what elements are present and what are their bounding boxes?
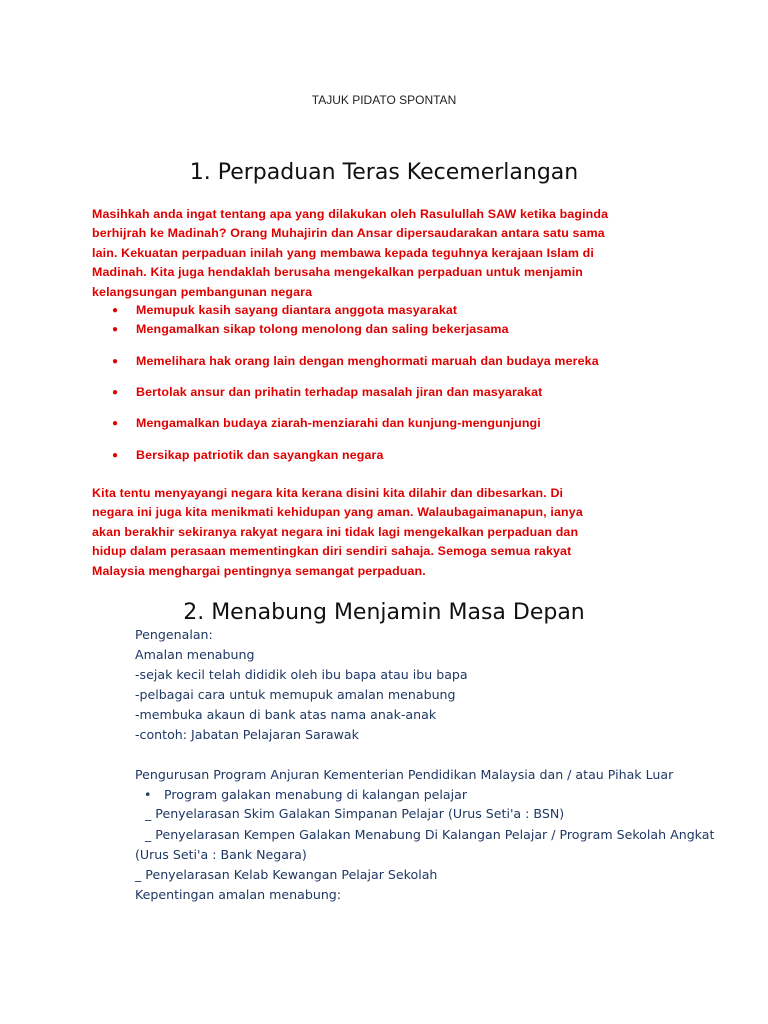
section1-intro-paragraph [92,205,662,302]
bullet-icon: • [144,787,152,802]
bullet-icon: ● [112,324,119,335]
list-item: ● Memupuk kasih sayang diantara anggota masyarakat [112,303,458,317]
paragraph-line: Kita tentu menyayangi negara kita kerana disini kita dilahir dan dibesarkan. Di [92,486,564,500]
importance-label: Kepentingan amalan menabung: [135,887,342,902]
list-item: ● Bersikap patriotik dan sayangkan negara [112,448,384,462]
document-title: TAJUK PIDATO SPONTAN [311,93,457,107]
paragraph-line: berhijrah ke Madinah? Orang Muhajirin dan Ansar dipersaudarakan antara satu sama [92,226,605,241]
intro-item: -membuka akaun di bank atas nama anak-anak [135,707,437,722]
paragraph-line: Masihkah anda ingat tentang apa yang dilakukan oleh Rasulullah SAW ketika baginda [92,207,609,221]
intro-item: -sejak kecil telah dididik oleh ibu bapa atau ibu bapa [135,667,468,682]
paragraph-line: Madinah. Kita juga hendaklah berusaha mengekalkan perpaduan untuk menjamin [92,265,584,280]
program-list-item: _ Penyelarasan Kempen Galakan Menabung Di Kalangan Pelajar / Program Sekolah Angkat [145,827,715,842]
paragraph-line: Malaysia menghargai pentingnya semangat perpaduan. [92,563,426,578]
intro-label: Pengenalan: [135,627,213,642]
intro-item: -pelbagai cara untuk memupuk amalan menabung [135,687,456,702]
program-list-item: (Urus Seti'a : Bank Negara) [135,847,307,862]
bullet-icon: ● [112,356,119,367]
paragraph-line: akan berakhir sekiranya rakyat negara ini tidak lagi mengekalkan perpaduan dan [92,524,579,539]
bullet-icon: ● [112,305,119,316]
program-heading: Pengurusan Program Anjuran Kementerian Pendidikan Malaysia dan / atau Pihak Luar [135,767,674,782]
section1-closing-paragraph [92,484,662,581]
bullet-icon: ● [112,450,119,461]
section1-heading: 1. Perpaduan Teras Kecemerlangan [189,160,579,185]
program-list-item: _ Penyelarasan Kelab Kewangan Pelajar Sekolah [135,867,438,882]
paragraph-line: kelangsungan pembangunan negara [92,284,313,299]
list-item: ● Bertolak ansur dan prihatin terhadap masalah jiran dan masyarakat [112,385,543,399]
list-item: ● Mengamalkan budaya ziarah-menziarahi dan kunjung-mengunjungi [112,416,541,430]
paragraph-line: negara ini juga kita menikmati kehidupan yang aman. Walaubagaimanapun, ianya [92,505,583,520]
intro-item: Amalan menabung [135,647,255,662]
intro-item: -contoh: Jabatan Pelajaran Sarawak [135,727,359,742]
paragraph-line: lain. Kekuatan perpaduan inilah yang membawa kepada teguhnya kerajaan Islam di [92,245,594,260]
bullet-icon: ● [112,387,119,398]
program-list-item: _ Penyelarasan Skim Galakan Simpanan Pelajar (Urus Seti'a : BSN) [145,806,565,821]
paragraph-line: hidup dalam perasaan mementingkan diri sendiri sahaja. Semoga semua rakyat [92,544,572,559]
bullet-icon: ● [112,418,119,429]
list-item: ● Memelihara hak orang lain dengan menghormati maruah dan budaya mereka [112,354,599,368]
program-list-item: • Program galakan menabung di kalangan pelajar [144,787,468,802]
list-item: ● Mengamalkan sikap tolong menolong dan saling bekerjasama [112,322,509,336]
section2-heading: 2. Menabung Menjamin Masa Depan [183,600,585,625]
